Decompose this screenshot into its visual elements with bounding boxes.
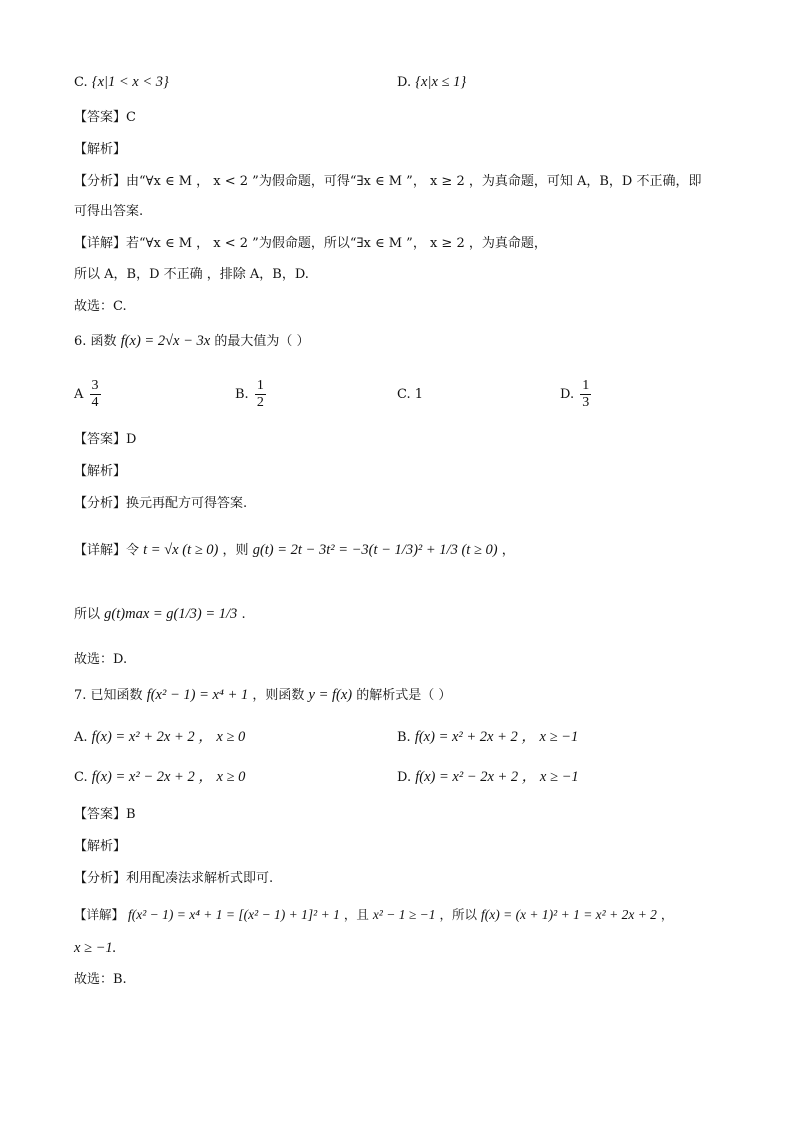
q7-stem-math-1: f(x² − 1) = x⁴ + 1 — [146, 687, 249, 703]
q7-xiangjie-end: ， — [660, 907, 674, 922]
q7-option-b-math: f(x) = x² + 2x + 2 ， x ≥ −1 — [414, 729, 579, 745]
q6-option-d-numerator: 1 — [582, 378, 590, 393]
q7-xiangjie-mid-2: ，所以 — [439, 907, 477, 922]
q5-option-c-math: {x|1 < x < 3} — [91, 74, 169, 90]
q6-xiangjie-end: ， — [501, 543, 515, 558]
q7-stem-prefix: 7. 已知函数 — [74, 688, 143, 703]
q6-xiangjie-mid: ，则 — [222, 543, 249, 558]
q7-xiangjie-math-2: x² − 1 ≥ −1 — [372, 907, 436, 922]
q7-xiangjie-prefix: 【详解】 — [74, 907, 125, 922]
q7-answer: 【答案】B — [74, 807, 136, 822]
q6-option-b-label: B. — [235, 387, 249, 402]
q7-xiangjie-mid-1: ，且 — [343, 907, 369, 922]
q7-option-d-math: f(x) = x² − 2x + 2 ， x ≥ −1 — [415, 769, 579, 785]
q7-option-d-label: D. — [397, 770, 412, 785]
q7-choose: 故选：B. — [74, 972, 127, 987]
q7-option-c-label: C. — [74, 770, 88, 785]
q6-option-b-denominator: 2 — [256, 395, 264, 410]
q5-answer: 【答案】C — [74, 110, 136, 125]
q6-option-a-label: A — [74, 387, 84, 402]
q7-xiangjie-line2: x ≥ −1. — [74, 940, 117, 956]
q5-option-d — [397, 72, 466, 93]
q6-option-b-fraction — [255, 378, 266, 411]
q6-option-b — [235, 378, 268, 411]
q6-choose: 故选：D. — [74, 652, 128, 667]
q6-option-d-denominator: 3 — [582, 395, 590, 410]
q6-option-d-fraction — [580, 378, 591, 411]
q6-stem — [74, 331, 310, 352]
q5-analysis-header: 【解析】 — [74, 142, 127, 157]
q6-max-prefix: 所以 — [74, 607, 101, 622]
q6-xiangjie-math-1: t = √x (t ≥ 0) — [143, 542, 219, 558]
q7-option-c — [74, 767, 245, 788]
q6-option-a — [74, 378, 103, 411]
q7-option-a-math: f(x) = x² + 2x + 2 ， x ≥ 0 — [91, 729, 246, 745]
q6-option-d — [560, 378, 593, 411]
q7-stem-math-2: y = f(x) — [308, 687, 353, 703]
q7-option-a — [74, 727, 245, 748]
q5-fenxi-line1: 【分析】由“∀x ∈ M ， x < 2 ”为假命题，可得“∃x ∈ M ”， x ≥ 2 ，为真命题，可知 A，B，D 不正确，即 — [74, 174, 702, 189]
q7-analysis-header: 【解析】 — [74, 839, 127, 854]
q6-stem-prefix: 6. 函数 — [74, 334, 117, 349]
q6-max — [74, 604, 246, 625]
q5-option-c-label: C. — [74, 75, 88, 90]
q7-option-d — [397, 767, 579, 788]
q7-xiangjie-math-3: f(x) = (x + 1)² + 1 = x² + 2x + 2 — [480, 907, 657, 922]
q7-option-a-label: A. — [74, 730, 88, 745]
q5-option-d-label: D. — [397, 75, 412, 90]
q6-option-d-label: D. — [560, 387, 575, 402]
q7-stem-mid: ，则函数 — [252, 688, 305, 703]
q5-choose: 故选：C. — [74, 299, 127, 314]
q6-option-a-denominator: 4 — [91, 395, 99, 410]
q6-answer: 【答案】D — [74, 432, 137, 447]
q6-option-a-numerator: 3 — [91, 378, 99, 393]
q6-max-end: . — [241, 607, 246, 622]
q5-xiangjie-line1: 【详解】若“∀x ∈ M ， x < 2 ”为假命题，所以“∃x ∈ M ”， x ≥ 2 ，为真命题， — [74, 236, 547, 251]
q5-option-d-math: {x|x ≤ 1} — [415, 74, 467, 90]
q6-xiangjie-math-2: g(t) = 2t − 3t² = −3(t − 1/3)² + 1/3 (t ≥ 0) — [252, 542, 498, 558]
q6-xiangjie-prefix: 【详解】令 — [74, 543, 140, 558]
q7-stem-suffix: 的解析式是（ ） — [356, 688, 452, 703]
q6-xiangjie — [74, 540, 515, 561]
q6-stem-suffix: 的最大值为（ ） — [214, 334, 310, 349]
q7-option-b-label: B. — [397, 730, 411, 745]
q6-analysis-header: 【解析】 — [74, 464, 127, 479]
q6-option-a-fraction — [90, 378, 101, 411]
q5-xiangjie-line2: 所以 A，B，D 不正确 ，排除 A，B，D. — [74, 267, 309, 282]
q7-option-c-math: f(x) = x² − 2x + 2 ， x ≥ 0 — [91, 769, 246, 785]
q7-option-b — [397, 727, 578, 748]
q6-stem-math: f(x) = 2√x − 3x — [120, 333, 211, 349]
q6-option-b-numerator: 1 — [256, 378, 264, 393]
q7-stem — [74, 685, 451, 706]
q7-xiangjie — [74, 905, 673, 925]
q6-fenxi: 【分析】换元再配方可得答案. — [74, 496, 248, 511]
q5-fenxi-line2: 可得出答案. — [74, 204, 144, 219]
q5-option-c — [74, 72, 169, 93]
q6-option-c: C. 1 — [397, 387, 424, 402]
q7-fenxi: 【分析】利用配凑法求解析式即可. — [74, 871, 274, 886]
q7-xiangjie-math-1: f(x² − 1) = x⁴ + 1 = [(x² − 1) + 1]² + 1 — [128, 907, 340, 922]
q6-max-math: g(t)max = g(1/3) = 1/3 — [104, 606, 238, 622]
